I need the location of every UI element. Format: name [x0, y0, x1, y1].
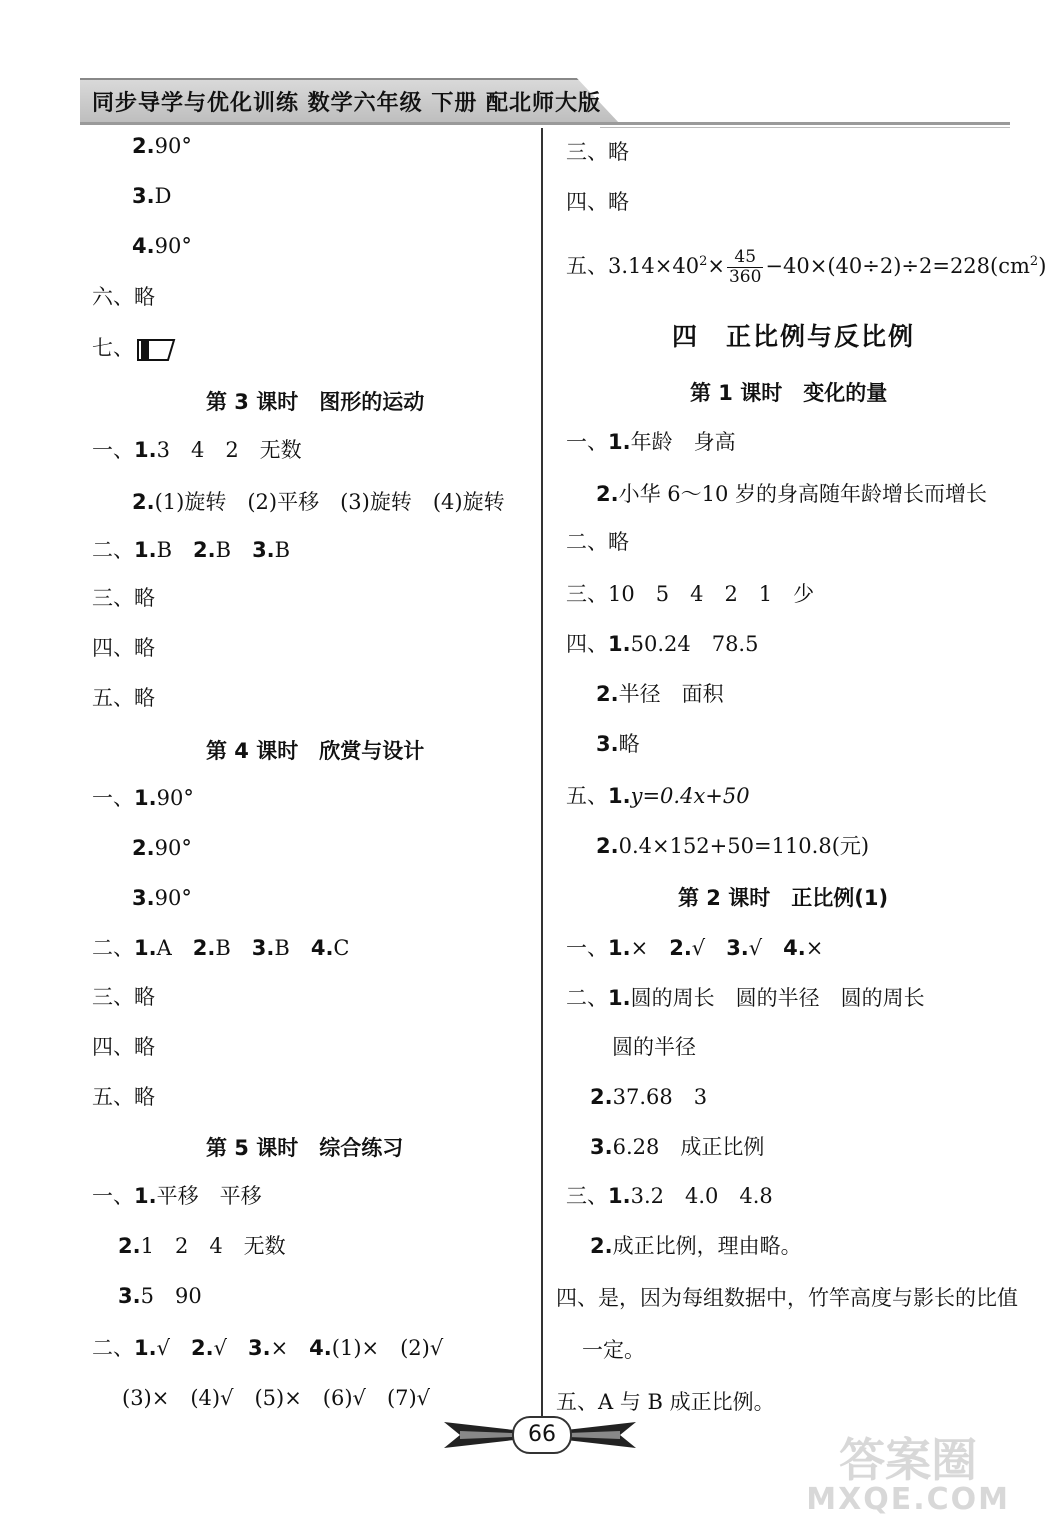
answer-line: 4.90° — [132, 234, 192, 258]
answer-line: 四、是，因为每组数据中，竹竿高度与影长的比值 — [556, 1286, 1018, 1310]
answer-line: 一定。 — [582, 1338, 645, 1362]
answer-line: 五、略 — [92, 686, 155, 710]
section-heading: 第 5 课时 综合练习 — [206, 1136, 404, 1160]
answer-line: 三、10 5 4 2 1 少 — [566, 582, 815, 606]
section-heading: 第 3 课时 图形的运动 — [206, 390, 425, 414]
answer-line: 四、略 — [92, 1035, 155, 1059]
answer-line: 一、1.平移 平移 — [92, 1184, 262, 1208]
answer-line: 一、1.× 2.√ 3.√ 4.× — [566, 936, 824, 960]
answer-line: 一、1.3 4 2 无数 — [92, 438, 302, 462]
trapezoid-figure-icon — [136, 337, 176, 363]
site-watermark: 答案圈 MXQE.COM — [806, 1433, 1010, 1517]
answer-line: 二、1.圆的周长 圆的半径 圆的周长 — [566, 986, 925, 1010]
answer-line: 2.90° — [132, 134, 192, 158]
formula-line: 五、$3.14\times 40^2\times$ $\frac{45}{360}$ $-40\times(40\div 2)\div 2=228(cm^2)$ — [566, 247, 1046, 287]
answer-line: 2.小华 6～10 岁的身高随年龄增长而增长 — [596, 482, 988, 506]
answer-line: 3.D — [132, 184, 172, 208]
answer-line: 2.37.68 3 — [590, 1085, 708, 1109]
section-heading: 第 1 课时 变化的量 — [690, 381, 888, 405]
answer-line: 三、略 — [92, 586, 155, 610]
answer-line: 三、1.3.2 4.0 4.8 — [566, 1184, 773, 1208]
section-heading: 第 2 课时 正比例(1) — [678, 886, 889, 910]
answer-line: (3)× (4)√ (5)× (6)√ (7)√ — [122, 1386, 431, 1410]
answer-line: 3.90° — [132, 886, 192, 910]
answer-line: 三、略 — [566, 140, 629, 164]
answer-line: 2.半径 面积 — [596, 682, 724, 706]
header-rule-thin — [600, 127, 1010, 128]
answer-line: 3.6.28 成正比例 — [590, 1135, 765, 1159]
answer-line: 2.0.4×152+50=110.8(元) — [596, 834, 870, 858]
answer-line: 2.1 2 4 无数 — [118, 1234, 286, 1258]
answer-line: 3.略 — [596, 732, 640, 756]
answer-line: 四、1.50.24 78.5 — [566, 632, 759, 656]
answer-line: 四、略 — [566, 190, 629, 214]
answer-line: 二、1.B 2.B 3.B — [92, 538, 291, 562]
answer-line: 一、1.年龄 身高 — [566, 430, 736, 454]
page-number-ornament — [440, 1412, 640, 1456]
answer-line: 2.成正比例，理由略。 — [590, 1234, 802, 1258]
page-number: 66 — [512, 1416, 572, 1454]
chapter-title: 四 正比例与反比例 — [672, 322, 916, 351]
answer-line: 五、1.y=0.4x+50 — [566, 784, 750, 808]
fraction: $\frac{45}{360}$ — [728, 247, 762, 287]
header-rule — [80, 122, 1010, 125]
column-divider — [541, 128, 543, 1428]
answer-line: 四、略 — [92, 636, 155, 660]
answer-line: 二、1.A 2.B 3.B 4.C — [92, 936, 350, 960]
answer-line: 圆的半径 — [612, 1035, 696, 1059]
answer-line: 二、1.√ 2.√ 3.× 4.(1)× (2)√ — [92, 1336, 444, 1360]
answer-line: 三、略 — [92, 985, 155, 1009]
answer-line: 七、 — [92, 334, 176, 363]
answer-line: 六、略 — [92, 285, 155, 309]
header-title: 同步导学与优化训练 数学六年级 下册 配北师大版 — [92, 91, 601, 116]
answer-line: 五、略 — [92, 1085, 155, 1109]
answer-line: 五、A 与 B 成正比例。 — [556, 1390, 775, 1414]
section-heading: 第 4 课时 欣赏与设计 — [206, 739, 425, 763]
answer-line: 2.(1)旋转 (2)平移 (3)旋转 (4)旋转 — [132, 490, 505, 514]
answer-line: 一、1.90° — [92, 786, 194, 810]
answer-line: 二、略 — [566, 530, 629, 554]
answer-line: 2.90° — [132, 836, 192, 860]
answer-line: 3.5 90 — [118, 1284, 202, 1308]
